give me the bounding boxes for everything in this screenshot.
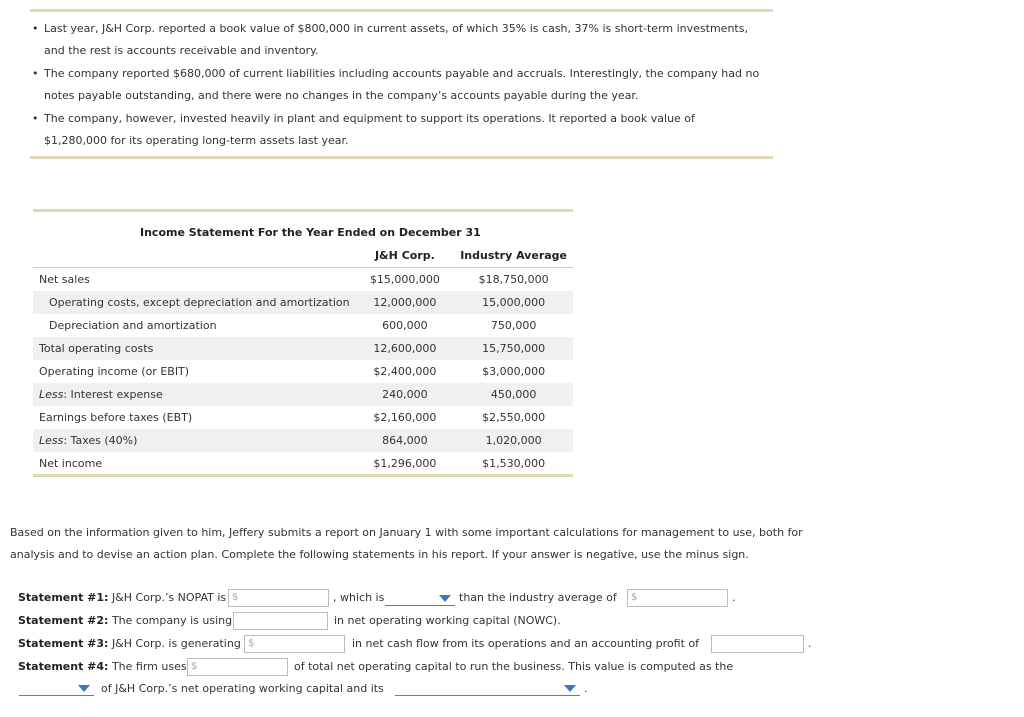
- table-row: Net sales $15,000,000 $18,750,000: [39, 273, 549, 286]
- operation-dropdown[interactable]: [19, 682, 94, 696]
- bullet-dot: •: [32, 22, 39, 35]
- statement-4-text: Statement #4: The firm uses: [18, 660, 187, 673]
- table-bottom-rule: [33, 474, 573, 477]
- statement-3-suffix: in net cash flow from its operations and an accounting profit of: [352, 637, 700, 650]
- bullets-bottom-rule: [30, 156, 773, 159]
- total-capital-input[interactable]: $: [187, 658, 288, 676]
- instructions-paragraph: Based on the information given to him, Jeffery submits a report on January 1 with some important calculations for management to use, both for analysis and to devise an action plan. Complete the following statements in his report. If your answer is negative, use the minus sign.: [10, 526, 803, 561]
- facts-list: [30, 18, 775, 153]
- chevron-down-icon: [439, 595, 451, 602]
- chevron-down-icon: [564, 685, 576, 692]
- statement-2-suffix: in net operating working capital (NOWC).: [334, 614, 561, 627]
- chevron-down-icon: [78, 685, 90, 692]
- list-item: • Last year, J&H Corp. reported a book value of $800,000 in current assets, of which 35% is cash, 37% is short-term investments, and the rest is accounts receivable and inventory.: [30, 18, 775, 61]
- column-header-jh: J&H Corp.: [356, 244, 455, 268]
- statement-3-text: Statement #3: J&H Corp. is generating: [18, 637, 241, 650]
- bullet-dot: •: [32, 112, 39, 125]
- accounting-profit-input[interactable]: [711, 635, 804, 653]
- column-header-industry: Industry Average: [454, 244, 573, 268]
- statement-1-industry-text: than the industry average of: [459, 591, 617, 604]
- table-row: Less: Taxes (40%) 864,000 1,020,000: [33, 429, 573, 452]
- list-item: • The company reported $680,000 of current liabilities including accounts payable and accruals. Interestingly, the company had no notes payable outstanding, and there were no changes in the company’s accounts payable during the year.: [30, 63, 775, 106]
- statement-2-text: Statement #2: The company is using: [18, 614, 233, 627]
- table-row: Operating income (or EBIT) $2,400,000 $3,000,000: [39, 365, 546, 378]
- table-row: Operating costs, except depreciation and amortization 12,000,000 15,000,000: [33, 291, 573, 314]
- comparison-dropdown[interactable]: [385, 592, 455, 606]
- industry-nopat-input[interactable]: $: [627, 589, 728, 607]
- table-top-rule: [33, 209, 573, 212]
- table-row: Net income $1,296,000 $1,530,000: [39, 457, 546, 470]
- statement-4-suffix: of total net operating capital to run the business. This value is computed as the: [294, 660, 734, 673]
- table-row: Less: Interest expense 240,000 450,000: [33, 383, 573, 406]
- income-statement-table: [33, 221, 573, 475]
- table-row: Depreciation and amortization 600,000 750,000: [49, 319, 537, 332]
- statement-1-text: Statement #1: J&H Corp.’s NOPAT is: [18, 591, 227, 604]
- table-title: Income Statement For the Year Ended on December 31: [140, 226, 481, 239]
- net-cash-flow-input[interactable]: $: [244, 635, 345, 653]
- top-rule: [30, 9, 773, 12]
- bullet-dot: •: [32, 67, 39, 80]
- statement-4-continuation: of J&H Corp.’s net operating working capital and its: [101, 682, 384, 695]
- table-row: Earnings before taxes (EBT) $2,160,000 $2,550,000: [39, 411, 546, 424]
- nowc-input[interactable]: [233, 612, 328, 630]
- capital-component-dropdown[interactable]: [395, 682, 580, 696]
- table-row: Total operating costs 12,600,000 15,750,000: [33, 337, 573, 360]
- statement-1-which-is: , which is: [333, 591, 385, 604]
- nopat-input[interactable]: $: [228, 589, 329, 607]
- list-item: • The company, however, invested heavily in plant and equipment to support its operations. It reported a book value of $1,280,000 for its operating long-term assets last year.: [30, 108, 775, 151]
